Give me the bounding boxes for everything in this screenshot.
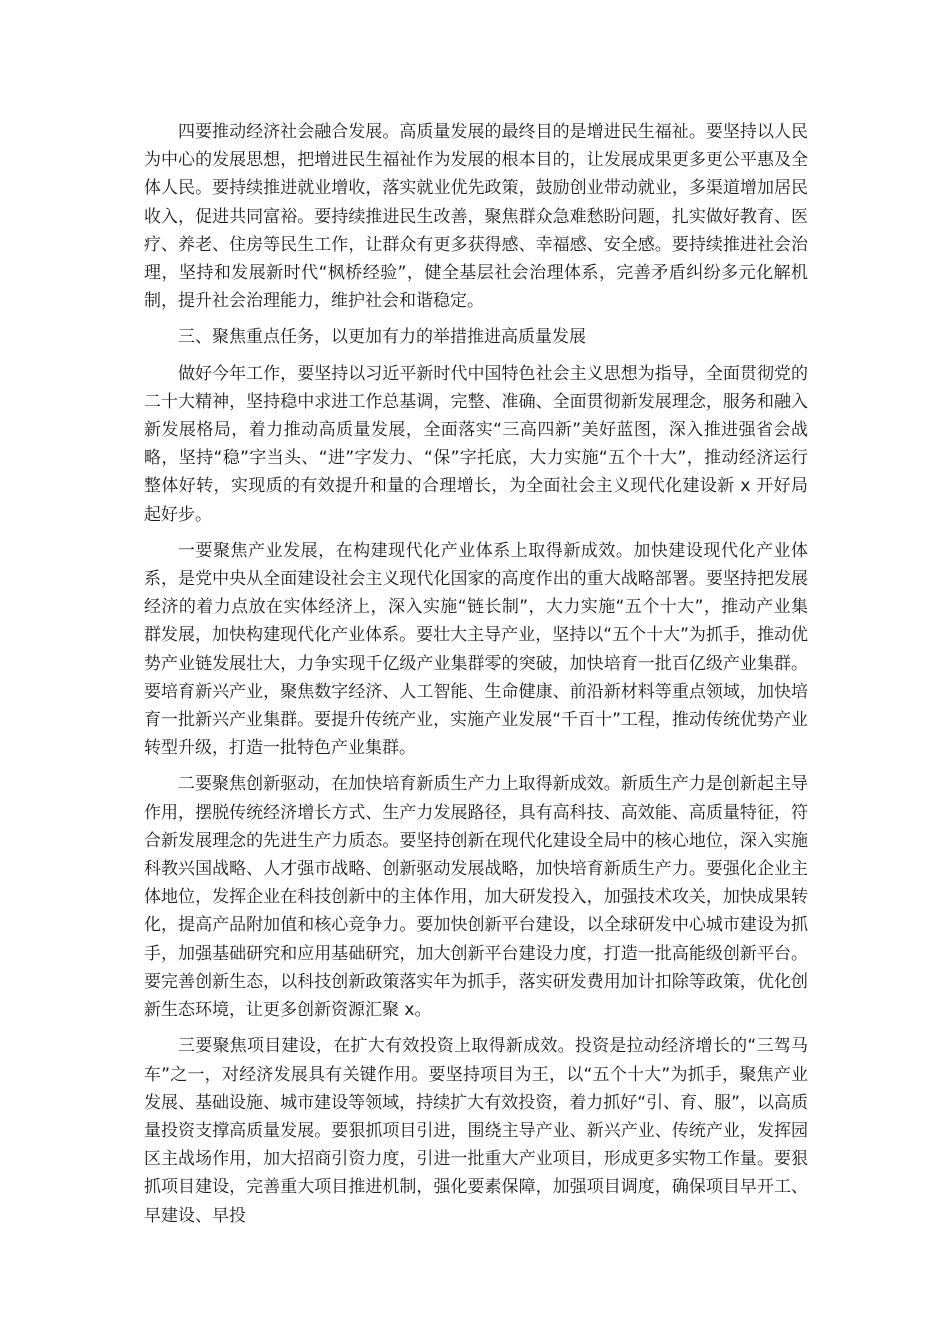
section-heading-3: 三、聚焦重点任务，以更加有力的举措推进高质量发展 <box>178 327 586 348</box>
paragraph-projects: 三要聚焦项目建设，在扩大有效投资上取得新成效。投资是拉动经济增长的“三驾马车”之一，对经济发展具有关键作用。要坚持项目为王，以“五个十大”为抓手，聚焦产业发展、基础设施、城市建设等领域，持续扩大有效投资，着力抓好“引、育、服”，以高质量投资支撑高质量发展。要狠抓项目引进，围绕主导产业、新兴产业、传统产业，发挥园区主战场作用，加大招商引资力度，引进一批重大产业项目，形成更多实物工作量。要狠抓项目建设，完善重大项目推进机制，强化要素保障，加强项目调度，确保项目早开工、早建设、早投 <box>144 1036 808 1226</box>
paragraph-livelihood: 四要推动经济社会融合发展。高质量发展的最终目的是增进民生福祉。要坚持以人民为中心的发展思想，把增进民生福祉作为发展的根本目的，让发展成果更多更公平惠及全体人民。要持续推进就业增收，落实就业优先政策，鼓励创业带动就业，多渠道增加居民收入，促进共同富裕。要持续推进民生改善，聚焦群众急难愁盼问题，扎实做好教育、医疗、养老、住房等民生工作，让群众有更多获得感、幸福感、安全感。要持续推进社会治理，坚持和发展新时代“枫桥经验”，健全基层社会治理体系，完善矛盾纠纷多元化解机制，提升社会治理能力，维护社会和谐稳定。 <box>144 122 808 312</box>
paragraph-industry: 一要聚焦产业发展，在构建现代化产业体系上取得新成效。加快建设现代化产业体系，是党中央从全面建设社会主义现代化国家的高度作出的重大战略部署。要坚持把发展经济的着力点放在实体经济上，深入实施“链长制”，大力实施“五个十大”，推动产业集群发展，加快构建现代化产业体系。要壮大主导产业，坚持以“五个十大”为抓手，推动优势产业链发展壮大，力争实现千亿级产业集群零的突破，加快培育一批百亿级产业集群。要培育新兴产业，聚焦数字经济、人工智能、生命健康、前沿新材料等重点领域，加快培育一批新兴产业集群。要提升传统产业，实施产业发展“千百十”工程，推动传统优势产业转型升级，打造一批特色产业集群。 <box>144 540 808 759</box>
paragraph-guiding-thought: 做好今年工作，要坚持以习近平新时代中国特色社会主义思想为指导，全面贯彻党的二十大精神，坚持稳中求进工作总基调，完整、准确、全面贯彻新发展理念，服务和融入新发展格局，着力推动高质量发展，全面落实“三高四新”美好蓝图，深入推进强省会战略，坚持“稳”字当头、“进”字发力、“保”字托底，大力实施“五个十大”，推动经济运行整体好转，实现质的有效提升和量的合理增长，为全面社会主义现代化建设新 x 开好局起好步。 <box>144 363 808 525</box>
paragraph-innovation: 二要聚焦创新驱动，在加快培育新质生产力上取得新成效。新质生产力是创新起主导作用，摆脱传统经济增长方式、生产力发展路径，具有高科技、高效能、高质量特征，符合新发展理念的先进生产力质态。要坚持创新在现代化建设全局中的核心地位，深入实施科教兴国战略、人才强市战略、创新驱动发展战略，加快培育新质生产力。要强化企业主体地位，发挥企业在科技创新中的主体作用，加大研发投入，加强技术攻关，加快成果转化，提高产品附加值和核心竞争力。要加快创新平台建设，以全球研发中心城市建设为抓手，加强基础研究和应用基础研究，加大创新平台建设力度，打造一批高能级创新平台。要完善创新生态，以科技创新政策落实年为抓手，落实研发费用加计扣除等政策，优化创新生态环境，让更多创新资源汇聚 x。 <box>144 774 808 1021</box>
document-page <box>144 118 808 1238</box>
